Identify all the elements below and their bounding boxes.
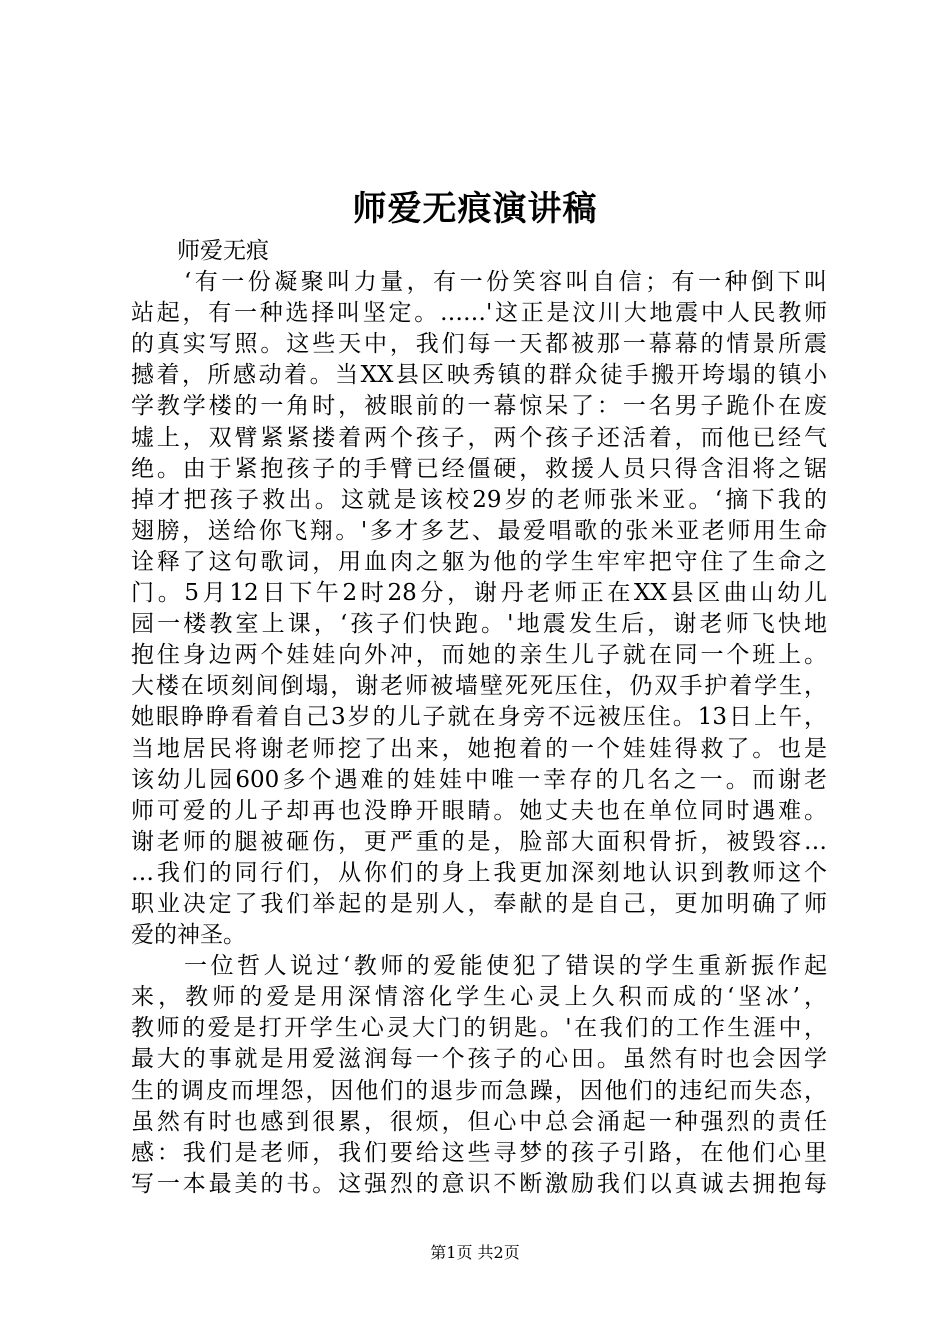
text-line: 该幼儿园600多个遇难的娃娃中唯一幸存的几名之一。而谢老 (131, 766, 827, 793)
document-title: 师爱无痕演讲稿 (352, 189, 598, 229)
text-line: 诠释了这句歌词，用血肉之躯为他的学生牢牢把守住了生命之 (131, 548, 827, 575)
text-line: 的真实写照。这些天中，我们每一天都被那一幕幕的情景所震 (131, 331, 827, 358)
text-line: 虽然有时也感到很累，很烦，但心中总会涌起一种强烈的责任 (131, 1108, 827, 1135)
text-line: 她眼睁睁看着自己3岁的儿子就在身旁不远被压住。13日上午， (131, 704, 827, 731)
text-line: 生的调皮而埋怨，因他们的退步而急躁，因他们的违纪而失态， (131, 1077, 827, 1104)
text-line: 一位哲人说过‘教师的爱能使犯了错误的学生重新振作起 (131, 953, 827, 980)
page-footer: 第1页 共2页 (430, 1243, 520, 1262)
text-line: 学教学楼的一角时，被眼前的一幕惊呆了：一名男子跪仆在废 (131, 393, 827, 420)
text-line: 门。5月12日下午2时28分，谢丹老师正在XX县区曲山幼儿 (131, 580, 827, 607)
text-line: 掉才把孩子救出。这就是该校29岁的老师张米亚。‘摘下我的 (131, 486, 827, 513)
text-line: 教师的爱是打开学生心灵大门的钥匙。'在我们的工作生涯中， (131, 1015, 827, 1042)
text-line: 师爱无痕 (131, 238, 269, 264)
text-line: 师可爱的儿子却再也没睁开眼睛。她丈夫也在单位同时遇难。 (131, 797, 827, 824)
text-line: 抱住身边两个娃娃向外冲，而她的亲生儿子就在同一个班上。 (131, 642, 827, 669)
text-line: ‘有一份凝聚叫力量，有一份笑容叫自信；有一种倒下叫 (131, 269, 827, 296)
text-line: 最大的事就是用爱滋润每一个孩子的心田。虽然有时也会因学 (131, 1046, 827, 1073)
text-line: 职业决定了我们举起的是别人，奉献的是自己，更加明确了师 (131, 890, 827, 917)
text-line: 绝。由于紧抱孩子的手臂已经僵硬，救援人员只得含泪将之锯 (131, 455, 827, 482)
text-line: 园一楼教室上课，‘孩子们快跑。'地震发生后，谢老师飞快地 (131, 611, 827, 638)
text-line: 谢老师的腿被砸伤，更严重的是，脸部大面积骨折，被毁容… (131, 828, 827, 855)
text-line: 翅膀，送给你飞翔。'多才多艺、最爱唱歌的张米亚老师用生命 (131, 517, 827, 544)
text-line: 墟上，双臂紧紧搂着两个孩子，两个孩子还活着，而他已经气 (131, 424, 827, 451)
text-line: 大楼在顷刻间倒塌，谢老师被墙壁死死压住，仍双手护着学生， (131, 673, 827, 700)
text-line: 来，教师的爱是用深情溶化学生心灵上久积而成的‘坚冰’， (131, 984, 827, 1011)
text-line: 爱的神圣。 (131, 922, 246, 949)
text-line: 站起，有一种选择叫坚定。……'这正是汶川大地震中人民教师 (131, 300, 827, 327)
text-line: 当地居民将谢老师挖了出来，她抱着的一个娃娃得救了。也是 (131, 735, 827, 762)
document-body (131, 236, 827, 1200)
text-line: 感：我们是老师，我们要给这些寻梦的孩子引路，在他们心里 (131, 1139, 827, 1166)
text-line: …我们的同行们，从你们的身上我更加深刻地认识到教师这个 (131, 859, 827, 886)
text-line: 写一本最美的书。这强烈的意识不断激励我们以真诚去拥抱每 (131, 1170, 827, 1197)
text-line: 撼着，所感动着。当XX县区映秀镇的群众徒手搬开垮塌的镇小 (131, 362, 827, 389)
